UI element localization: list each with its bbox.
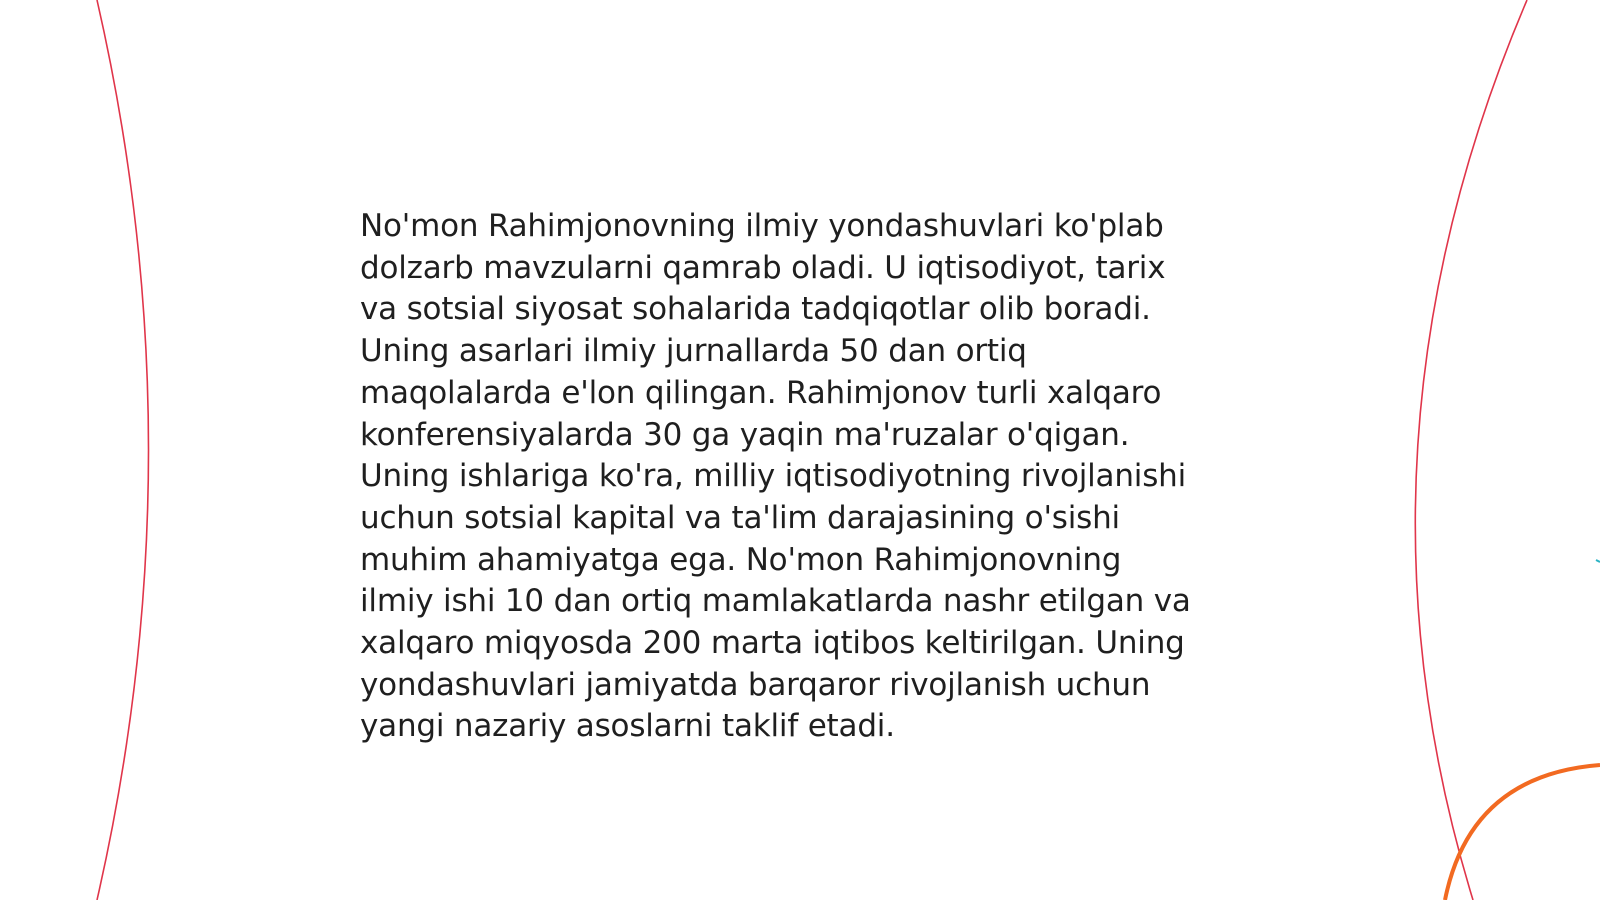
left-curve-line [97,0,149,900]
teal-accent-mark [1596,560,1600,562]
body-paragraph: No'mon Rahimjonovning ilmiy yondashuvlari ko'plab dolzarb mavzularni qamrab oladi. U iqtisodiyot, tarix va sotsial siyosat sohalarida tadqiqotlar olib boradi. Uning asarlari ilmiy jurnallarda 50 dan ortiq maqolalarda e'lon qilingan. Rahimjonov turli xalqaro konferensiyalarda 30 ga yaqin ma'ruzalar o'qigan. Uning ishlariga ko'ra, milliy iqtisodiyotning rivojlanishi uchun sotsial kapital va ta'lim darajasining o'sishi muhim ahamiyatga ega. No'mon Rahimjonovning ilmiy ishi 10 dan ortiq mamlakatlarda nashr etilgan va xalqaro miqyosda 200 marta iqtibos keltirilgan. Uning yondashuvlari jamiyatda barqaror rivojlanish uchun yangi nazariy asoslarni taklif etadi. [360,208,1191,745]
right-curve-line [1415,0,1527,900]
orange-arc [1445,765,1600,900]
